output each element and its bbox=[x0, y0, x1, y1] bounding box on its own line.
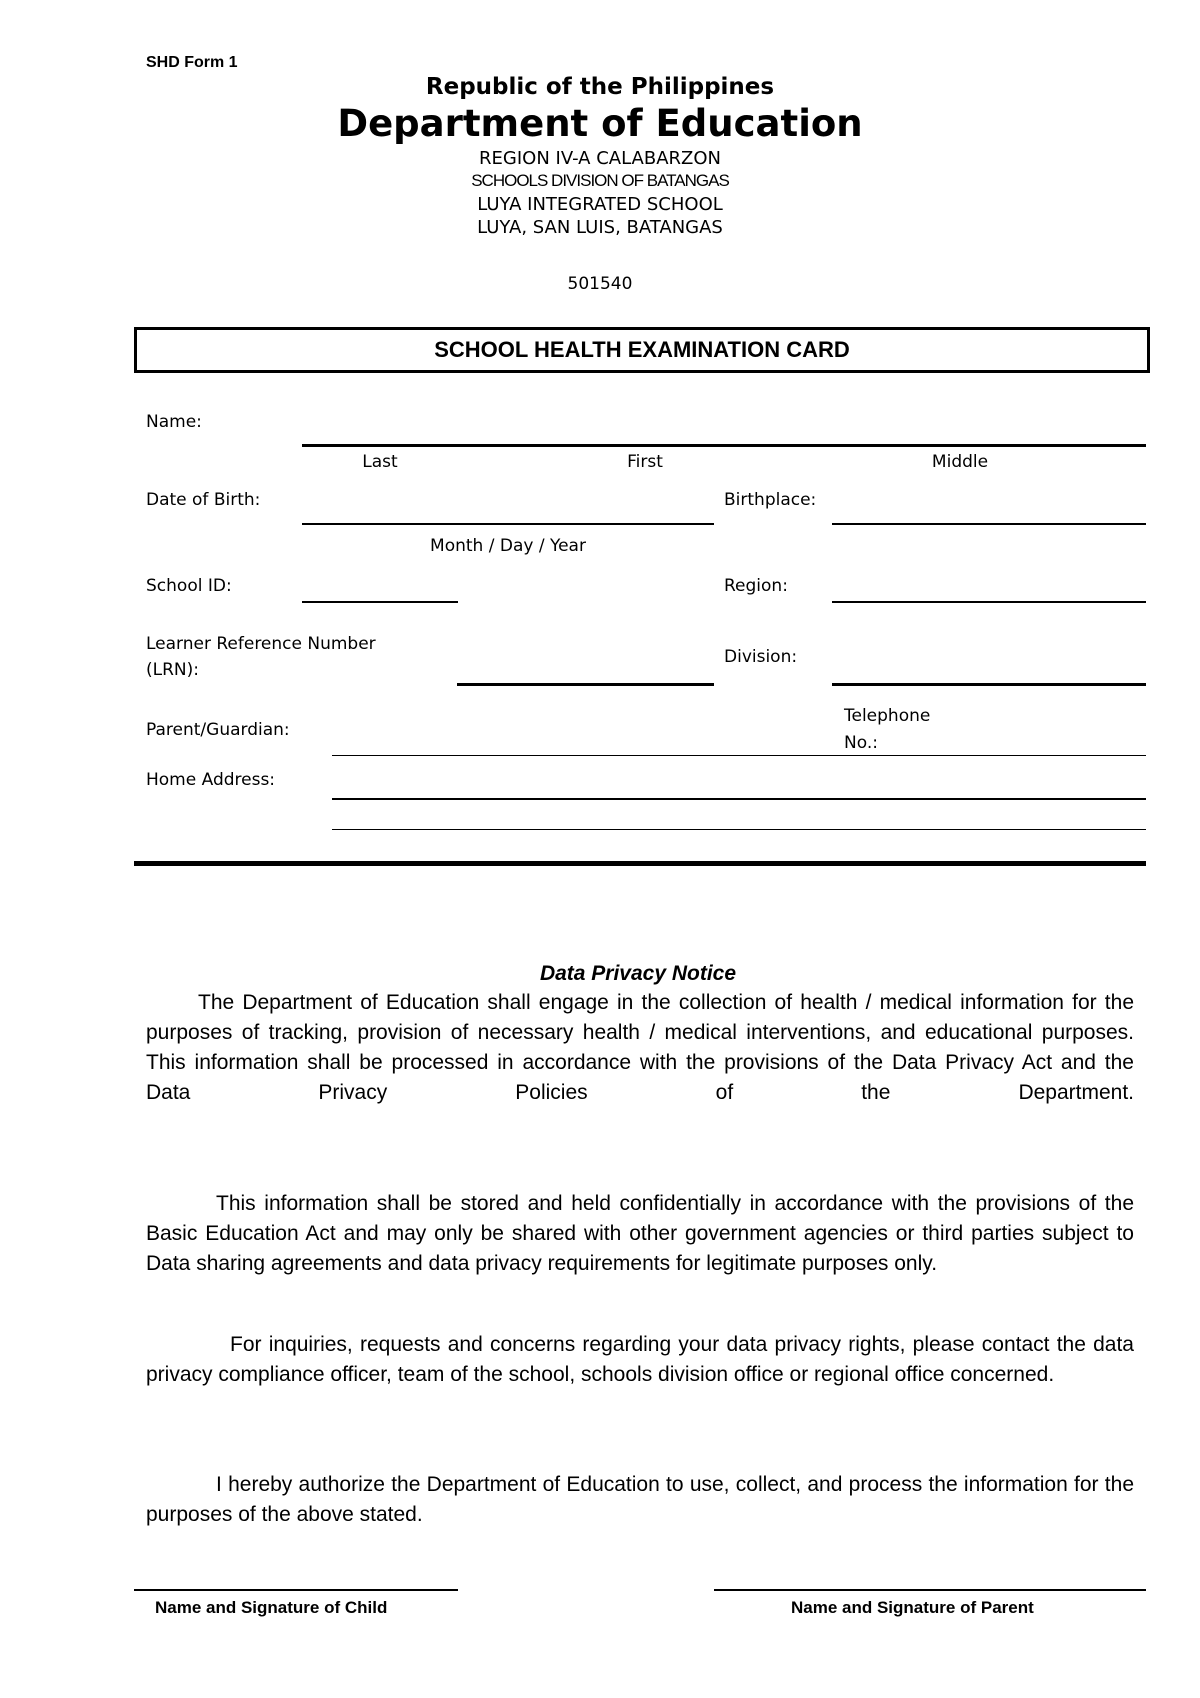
division-field[interactable] bbox=[832, 683, 1146, 686]
privacy-paragraph-3 bbox=[146, 1330, 1134, 1390]
privacy-paragraph-4 bbox=[146, 1470, 1134, 1530]
lrn-field[interactable] bbox=[457, 683, 714, 686]
home-address-field-2[interactable] bbox=[332, 829, 1146, 830]
school-id-field[interactable] bbox=[302, 601, 458, 603]
republic-heading: Republic of the Philippines bbox=[425, 74, 775, 100]
form-title-box bbox=[134, 327, 1150, 373]
region-heading: REGION IV-A CALABARZON bbox=[479, 148, 721, 169]
school-address-heading: LUYA, SAN LUIS, BATANGAS bbox=[477, 217, 723, 238]
privacy-paragraph-3-text: For inquiries, requests and concerns regarding your data privacy rights, please contact the data privacy compliance officer, team of the school, schools division office or regional office concerned. bbox=[146, 1333, 1134, 1386]
parent-signature-label: Name and Signature of Parent bbox=[791, 1598, 1034, 1617]
name-first-caption: First bbox=[627, 452, 663, 472]
birthplace-label: Birthplace: bbox=[724, 490, 817, 510]
child-signature-label: Name and Signature of Child bbox=[155, 1598, 388, 1617]
school-code: 501540 bbox=[567, 274, 633, 294]
division-heading: SCHOOLS DIVISION OF BATANGAS bbox=[471, 171, 729, 190]
region-label: Region: bbox=[724, 576, 788, 596]
dob-field[interactable] bbox=[302, 523, 714, 525]
parent-field[interactable] bbox=[332, 755, 1146, 756]
parent-label: Parent/Guardian: bbox=[146, 720, 290, 740]
home-address-field-1[interactable] bbox=[332, 798, 1146, 800]
name-middle-caption: Middle bbox=[931, 452, 989, 472]
child-signature-line[interactable] bbox=[134, 1589, 458, 1591]
lrn-label-line1: Learner Reference Number bbox=[146, 634, 376, 654]
privacy-paragraph-1 bbox=[146, 988, 1134, 1108]
name-last-caption: Last bbox=[362, 452, 398, 472]
dob-caption: Month / Day / Year bbox=[430, 536, 586, 556]
school-heading: LUYA INTEGRATED SCHOOL bbox=[477, 194, 723, 215]
form-code: SHD Form 1 bbox=[146, 54, 238, 71]
parent-signature-line[interactable] bbox=[714, 1589, 1146, 1591]
privacy-paragraph-2-text: This information shall be stored and held confidentially in accordance with the provisions of the Basic Education Act and may only be shared with other government agencies or third parties subject to Data sharing agreements and data privacy requirements for legitimate purposes only. bbox=[146, 1192, 1134, 1275]
privacy-title: Data Privacy Notice bbox=[539, 962, 737, 985]
privacy-paragraph-1-text: The Department of Education shall engage in the collection of health / medical information for the purposes of tracking, provision of necessary health / medical interventions, and educational purposes. This information shall be processed in accordance with the provisions of the Data Privacy Act and the Data Privacy Policies of the Department. bbox=[146, 991, 1134, 1104]
privacy-paragraph-4-text: I hereby authorize the Department of Education to use, collect, and process the information for the purposes of the above stated. bbox=[146, 1473, 1134, 1526]
department-heading: Department of Education bbox=[337, 102, 863, 145]
section-divider bbox=[134, 861, 1146, 866]
school-id-label: School ID: bbox=[146, 576, 232, 596]
telephone-label-line1: Telephone bbox=[844, 706, 931, 726]
division-label: Division: bbox=[724, 647, 798, 667]
name-field[interactable] bbox=[302, 444, 1146, 447]
home-address-label: Home Address: bbox=[146, 770, 276, 790]
privacy-paragraph-2 bbox=[146, 1189, 1134, 1279]
birthplace-field[interactable] bbox=[832, 523, 1146, 525]
dob-label: Date of Birth: bbox=[146, 490, 261, 510]
form-title: SCHOOL HEALTH EXAMINATION CARD bbox=[434, 337, 850, 362]
telephone-label-line2: No.: bbox=[844, 733, 878, 753]
lrn-label-line2: (LRN): bbox=[146, 660, 199, 680]
name-label: Name: bbox=[146, 412, 202, 432]
region-field[interactable] bbox=[832, 601, 1146, 603]
